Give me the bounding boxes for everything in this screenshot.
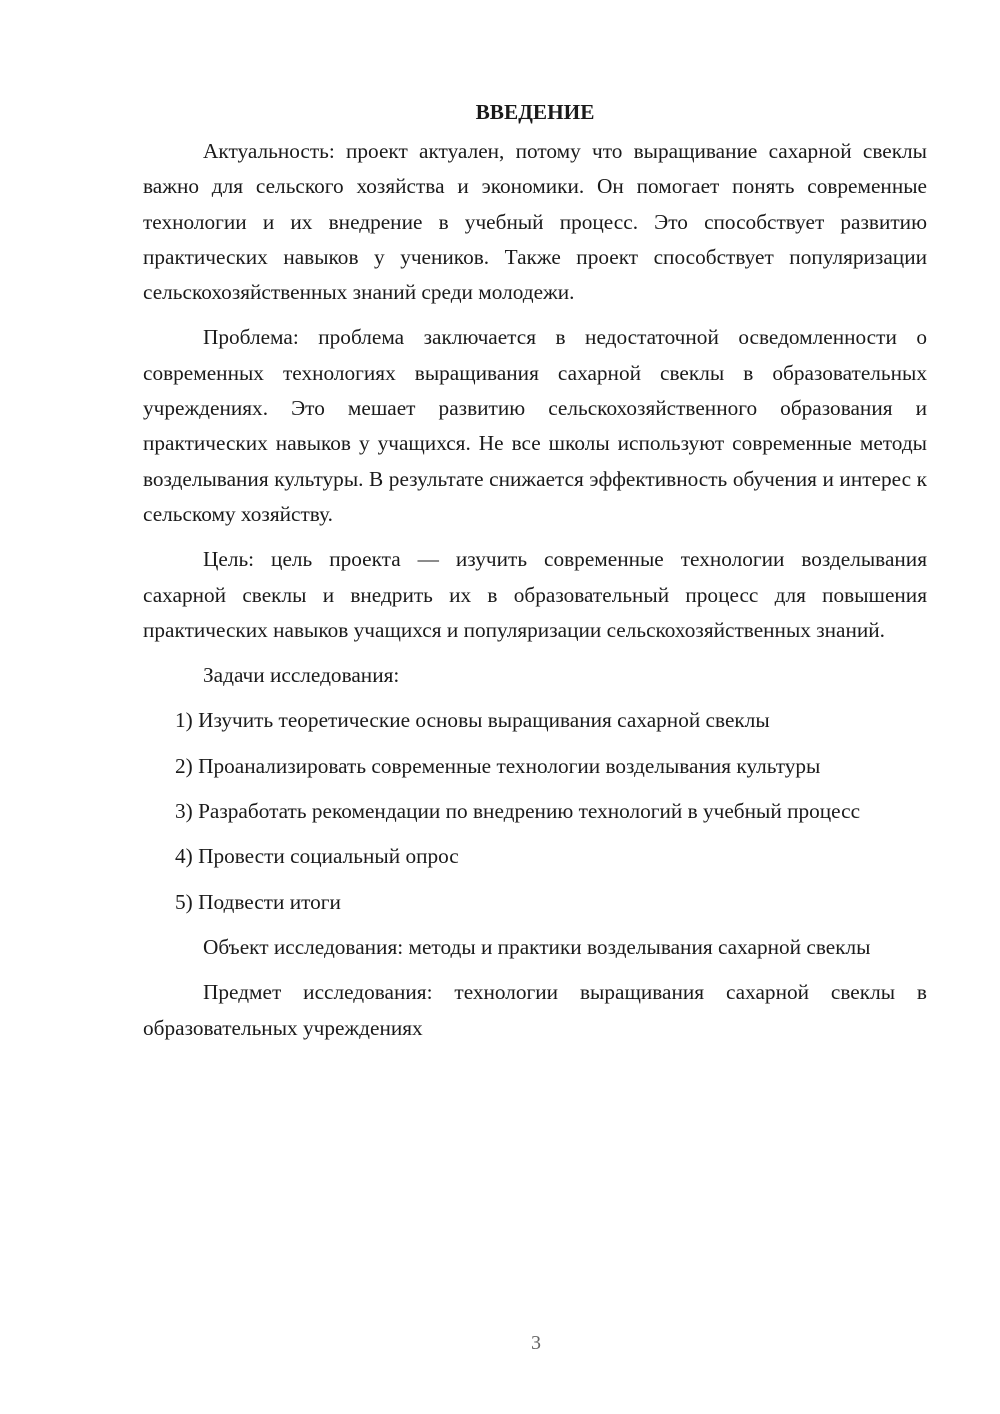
paragraph-problem: Проблема: проблема заключается в недостаточной осведомленности о современных технологиях выращивания сахарной свеклы в образовательных учреждениях. Это мешает развитию сельскохозяйственного образования и практических навыков у учащихся. Не все школы используют современные методы возделывания культуры. В результате снижается эффективность обучения и интерес к сельскому хозяйству. (143, 325, 927, 526)
paragraph-object: Объект исследования: методы и практики возделывания сахарной свеклы (203, 934, 871, 959)
section-heading: ВВЕДЕНИЕ (475, 100, 595, 124)
paragraph-tasks-heading: Задачи исследования: (203, 663, 400, 688)
paragraph-relevance: Актуальность: проект актуален, потому что выращивание сахарной свеклы важно для сельского хозяйства и экономики. Он помогает понять современные технологии и их внедрение в учебный процесс. Это способствует развитию практических навыков у учеников. Также проект способствует популяризации сельскохозяйственных знаний среди молодежи. (143, 139, 927, 305)
task-item-1: 1) Изучить теоретические основы выращивания сахарной свеклы (175, 708, 770, 733)
paragraph-subject: Предмет исследования: технологии выращивания сахарной свеклы в образовательных учреждениях (143, 980, 927, 1040)
page-number: 3 (531, 1332, 541, 1354)
document-page (143, 95, 927, 1056)
task-item-4: 4) Провести социальный опрос (175, 844, 459, 869)
task-item-5: 5) Подвести итоги (175, 889, 341, 914)
task-item-3: 3) Разработать рекомендации по внедрению технологий в учебный процесс (175, 799, 861, 824)
task-item-2: 2) Проанализировать современные технологии возделывания культуры (175, 753, 821, 778)
paragraph-goal: Цель: цель проекта — изучить современные технологии возделывания сахарной свеклы и внедрить их в образовательный процесс для повышения практических навыков учащихся и популяризации сельскохозяйственных знаний. (143, 547, 927, 642)
